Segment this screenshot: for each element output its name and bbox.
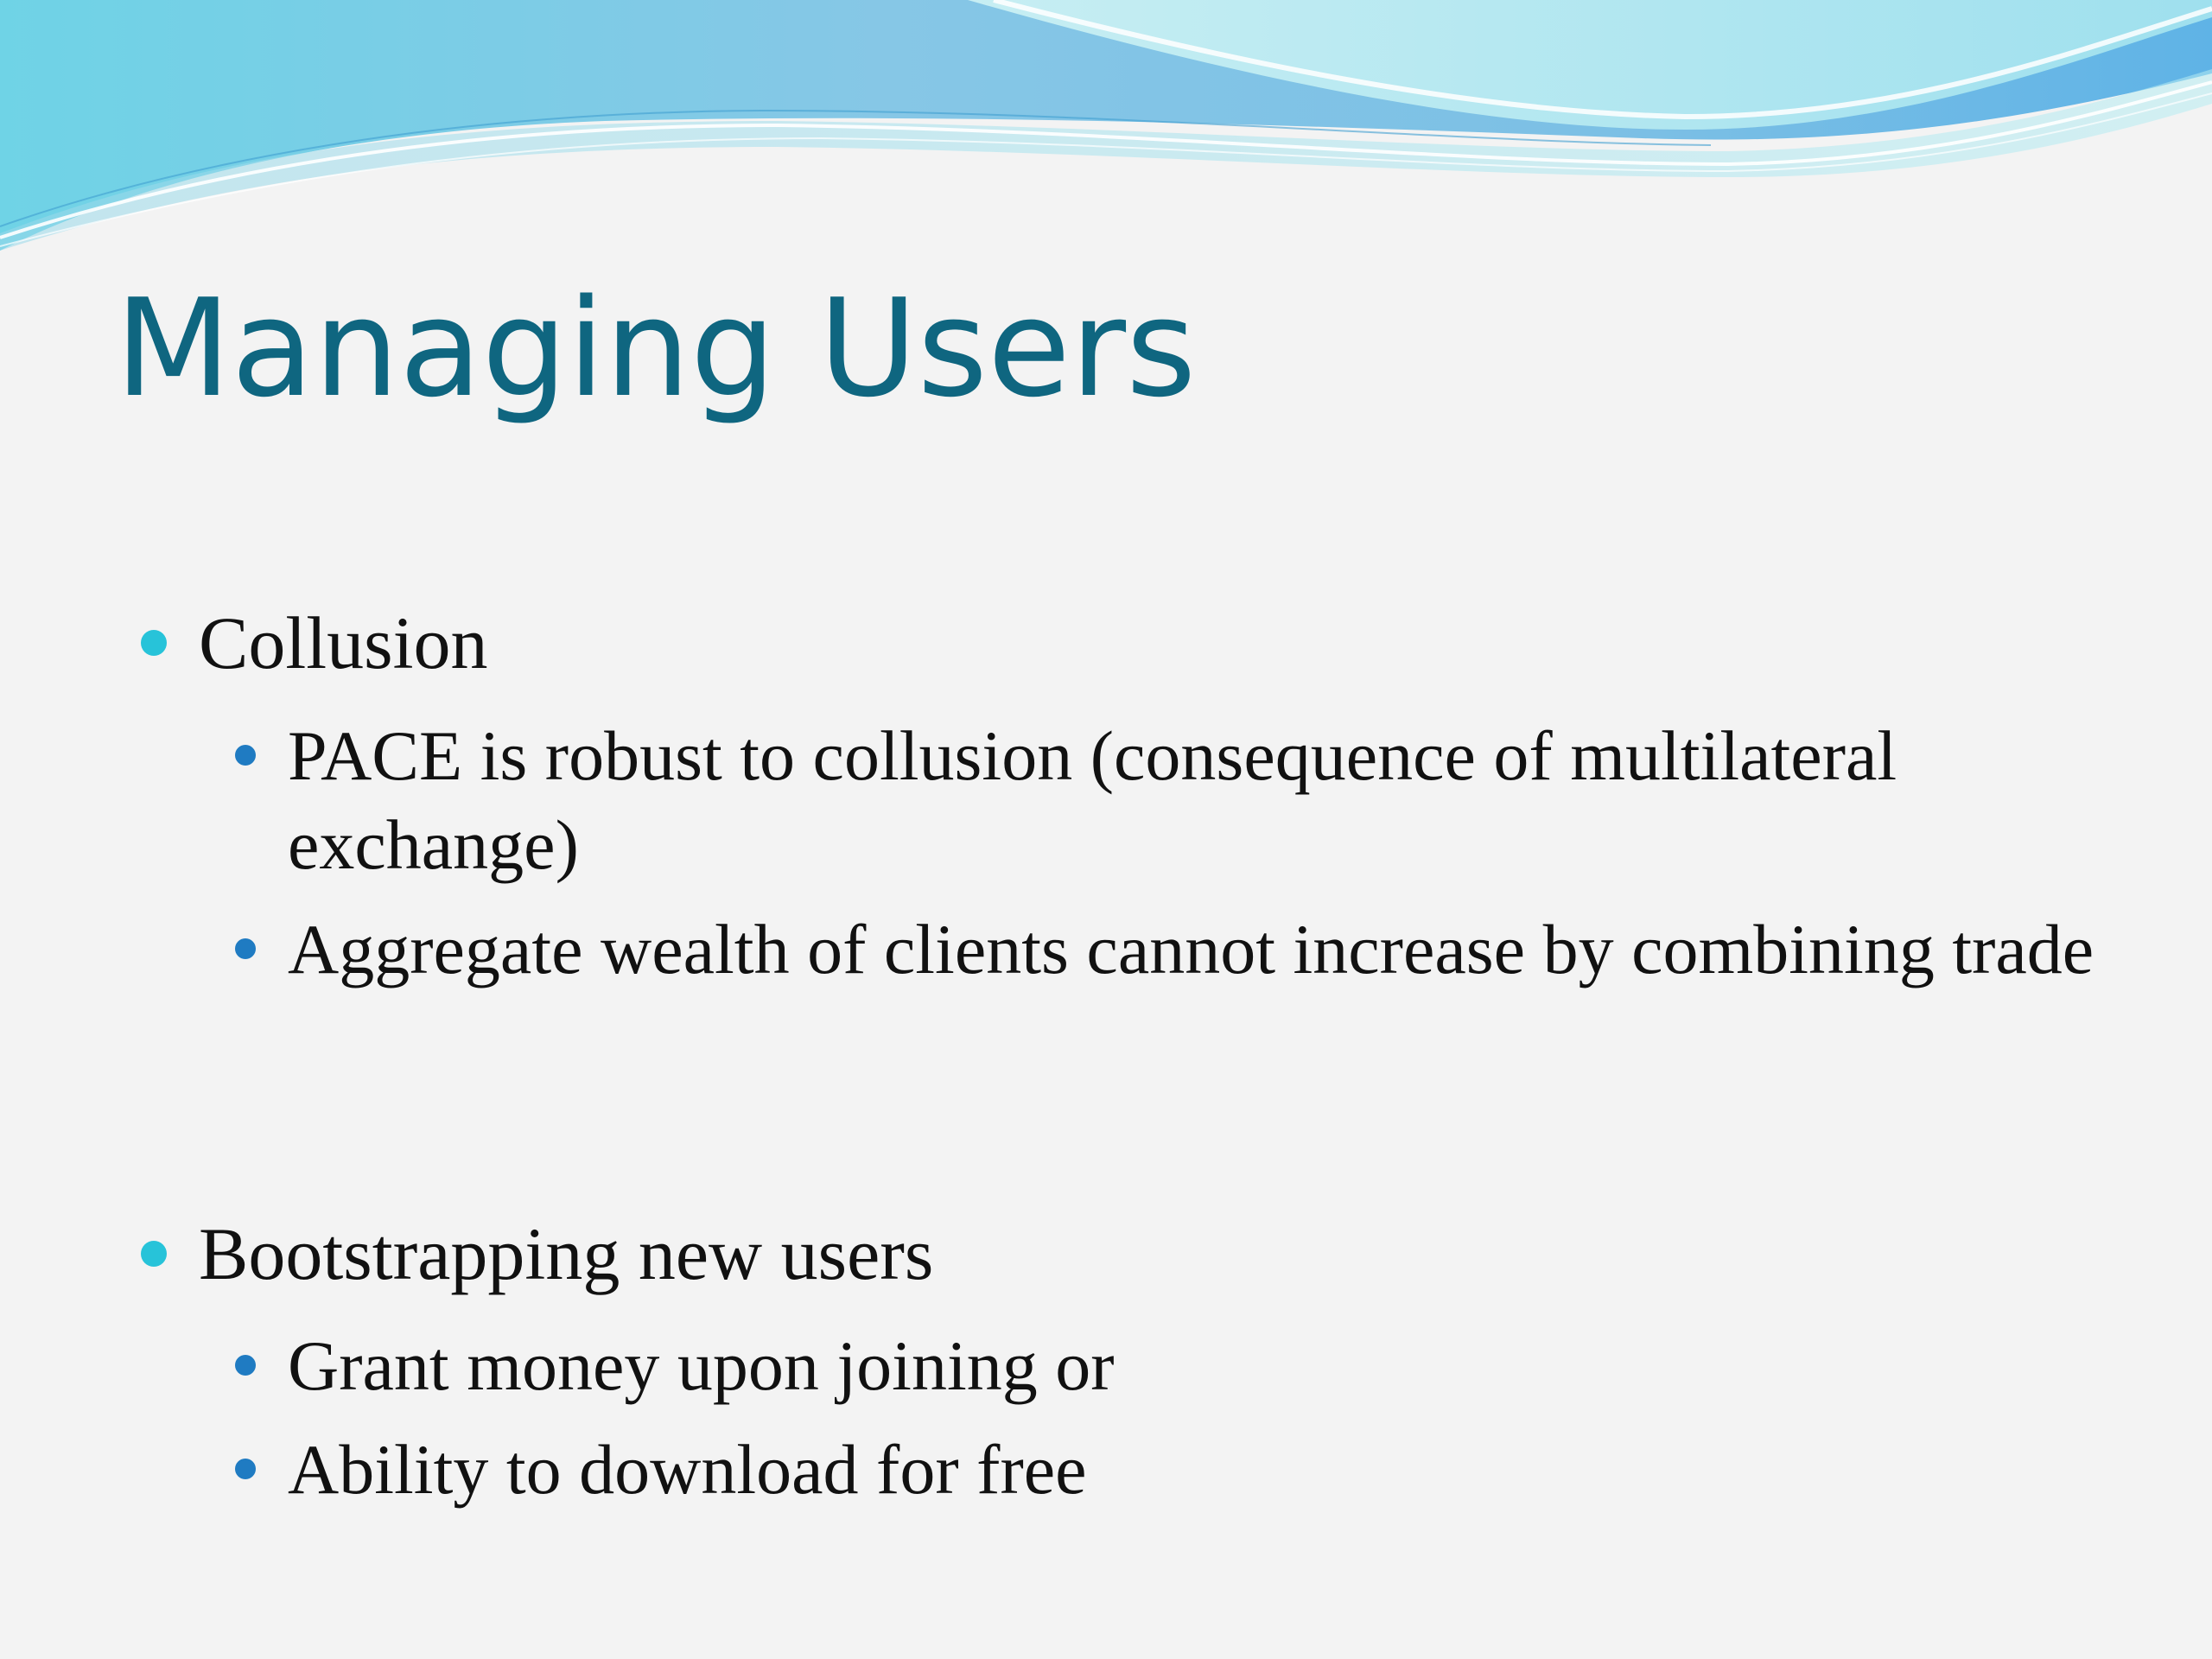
bullet-item-bootstrapping: Bootstrapping new users (199, 1212, 934, 1295)
sub-bullet-item: Ability to download for free (288, 1430, 1087, 1509)
slide-title: Managing Users (115, 270, 1197, 427)
bullet-item-collusion: Collusion (199, 601, 488, 684)
bullet-dot-icon (141, 630, 167, 656)
sub-bullet-dot-icon (235, 1459, 256, 1479)
sub-bullet-item: Grant money upon joining or (288, 1326, 1115, 1405)
sub-bullet-item: PACE is robust to collusion (consequence of multilateral exchange) (288, 716, 1897, 884)
sub-bullet-dot-icon (235, 1355, 256, 1376)
bullet-dot-icon (141, 1241, 167, 1267)
sub-bullet-item: Aggregate wealth of clients cannot increase by combining trade (288, 910, 2094, 988)
sub-bullet-dot-icon (235, 938, 256, 959)
sub-bullet-dot-icon (235, 745, 256, 766)
